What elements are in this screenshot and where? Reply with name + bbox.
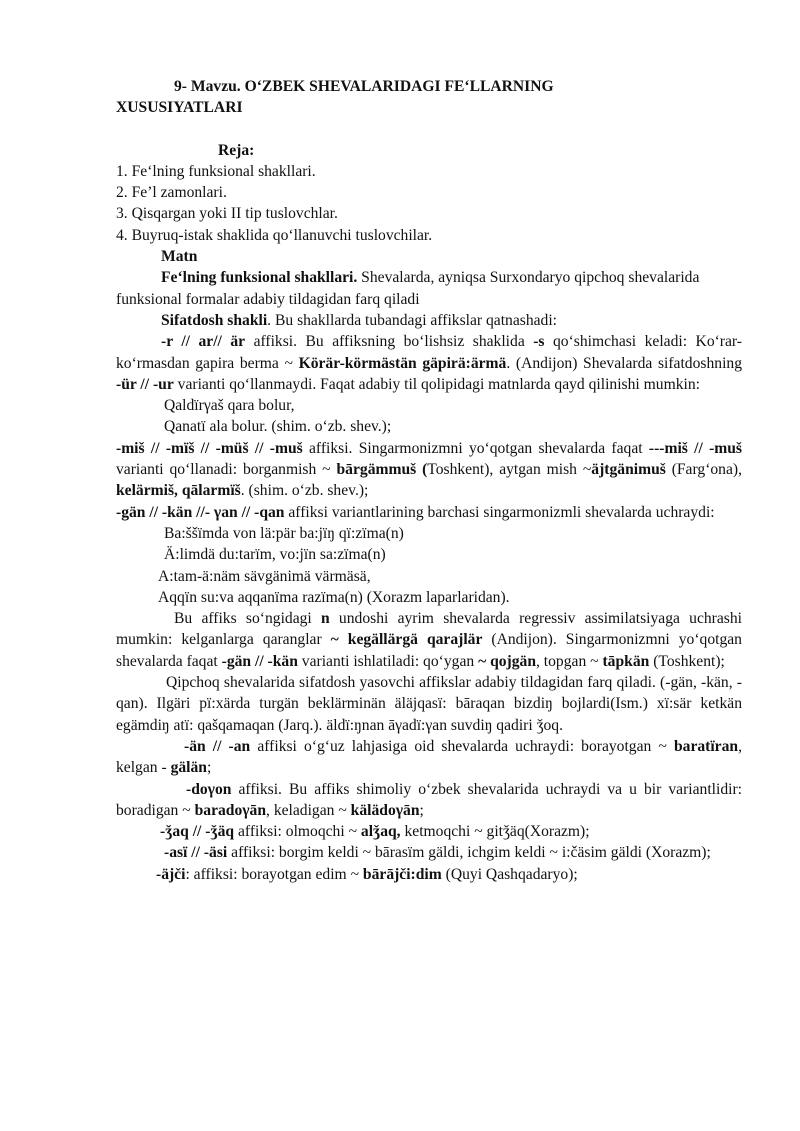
paragraph-dogon-affix: -doγon affiksi. Bu affiks shimoliy o‘zbek shevalarida uchraydi va u bir variantlidir: boradigan ~ baradoγān, keladigan ~ kälädoγān;	[116, 780, 742, 819]
plan-item: 1. Fe‘lning funksional shakllari.	[116, 162, 316, 180]
paragraph-participle: Sifatdosh shakli. Bu shakllarda tubandagi affikslar qatnashadi:	[161, 311, 558, 329]
plan-item: 2. Fe’l zamonlari.	[116, 184, 227, 202]
paragraph-qipchoq: Qipchoq shevalarida sifatdosh yasovchi affikslar adabiy tildagidan farq qiladi. (-gän, -kän, -qan). Ilgäri pï:xärda turgän beklärminän äläjqasï: bāraqan bizdiŋ bojlardi(Ism.) xï:sär ketkän egämdiŋ atï: qašqamaqan (Jarq.). äldï:ŋnan āγadï:γan suvdiŋ qadiri ǯoq.	[116, 674, 742, 734]
poem-line: Aqqïn su:va aqqanïma razïma(n) (Xorazm laparlaridan).	[158, 588, 510, 606]
plan-item: 3. Qisqargan yoki II tip tuslovchlar.	[116, 205, 338, 223]
paragraph-ajchi-affix: -äjči: affiksi: borayotgan edim ~ bārājči:dim (Quyi Qashqadaryo);	[156, 865, 578, 883]
paragraph-an-affix: -än // -an affiksi o‘g‘uz lahjasiga oid shevalarda uchraydi: borayotgan ~ baratïran, kelgan - gälän;	[116, 737, 742, 777]
plan-heading: Reja:	[218, 141, 255, 159]
paragraph-jaq-affix: -ǯaq // -ǯäq affiksi: olmoqchi ~ alǯaq, ketmoqchi ~ gitǯäq(Xorazm);	[160, 823, 590, 841]
paragraph-assimilation: Bu affiks so‘ngidagi n undoshi ayrim shevalarda regressiv assimilatsiyaga uchrashi mumkin: kelganlarga qaranglar ~ kegällärgä qarajlär (Andijon). Singarmonizmni yo‘qotgan shevalarda faqat -gän // -kän varianti ishlatiladi: qo‘ygan ~ qojgän, topgan ~ tāpkän (Toshkent);	[116, 610, 742, 670]
document-page	[116, 76, 742, 885]
poem-line: Ä:limdä du:tarïm, vo:jïn sa:zïma(n)	[164, 546, 386, 564]
poem-line: Ba:ššïmda von lä:pär ba:jïŋ qï:zïma(n)	[164, 524, 404, 542]
paragraph-mish-affix: -miš // -mïš // -müš // -muš affiksi. Singarmonizmni yo‘qotgan shevalarda faqat ---miš // -muš varianti qo‘llanadi: borganmish ~ bārgämmuš (Toshkent), aytgan mish ~äjtgänimuš (Farg‘ona), kelärmiš, qālarmïš. (shim. o‘zb. shev.);	[116, 439, 742, 500]
text-heading: Matn	[161, 248, 198, 266]
paragraph-ar-affix: -r // ar// är affiksi. Bu affiksning bo‘lishsiz shaklida -s qo‘shimchasi keladi: Ko‘rar-ko‘rmasdan gapira berma ~ Körär-körmästän gäpirä:ärmä. (Andijon) Shevalarda sifatdoshning -ür // -ur varianti qo‘llanmaydi. Faqat adabiy til qolipidagi matnlarda qayd qilinishi mumkin:	[116, 333, 742, 393]
document-title: 9- Mavzu. O‘ZBEK SHEVALARIDAGI FE‘LLARNING	[174, 78, 554, 95]
poem-line: A:tam-ä:näm sävgänimä värmäsä,	[158, 567, 371, 585]
paragraph-asi-affix: -asï // -äsi affiksi: borgim keldi ~ bārasïm gäldi, ichgim keldi ~ i:čäsim gäldi (Xorazm);	[164, 844, 711, 862]
paragraph-functional-forms: Fe‘lning funksional shakllari. Shevalarda, ayniqsa Surxondaryo qipchoq shevalarida funksional formalar adabiy tildagidan farq qiladi	[116, 269, 700, 308]
example-line: Qaldïrγaš qara bolur,	[164, 397, 295, 415]
example-line: Qanatï ala bolur. (shim. o‘zb. shev.);	[164, 418, 392, 436]
blank-line	[116, 119, 742, 140]
document-title-continued: XUSUSIYATLARI	[116, 99, 243, 117]
paragraph-gan-affix: -gän // -kän //- γan // -qan affiksi variantlarining barchasi singarmonizmli shevalarda uchraydi:	[116, 503, 715, 521]
plan-item: 4. Buyruq-istak shaklida qo‘llanuvchi tuslovchilar.	[116, 226, 433, 244]
